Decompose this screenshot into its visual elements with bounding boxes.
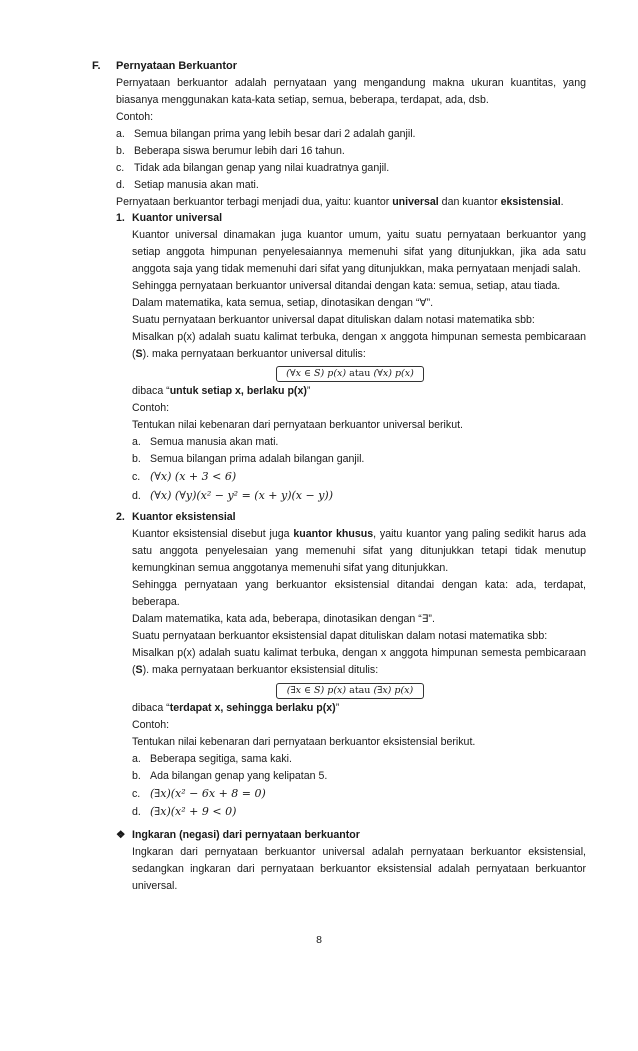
list-item: b. Semua bilangan prima adalah bilangan ganjil. [132, 452, 365, 465]
list-item: d. Setiap manusia akan mati. [116, 178, 259, 191]
list-item: d. (∀x) (∀y)(x² − y² = (x + y)(x − y)) [132, 488, 334, 502]
list-item: d. (∃x)(x² + 9 < 0) [132, 804, 237, 818]
universal-dibaca: dibaca “untuk setiap x, berlaku p(x)” [132, 385, 311, 397]
eksistensial-dibaca: dibaca “terdapat x, sehingga berlaku p(x)” [132, 702, 340, 714]
universal-paragraph-5: Misalkan p(x) adalah suatu kalimat terbuka, dengan x anggota himpunan semesta pembicaraan (S). maka pernyataan berkuantor universal ditulis: [132, 331, 586, 360]
eksistensial-contoh-label: Contoh: [132, 719, 170, 731]
universal-heading: 1. Kuantor universal [116, 212, 223, 224]
eksistensial-list [132, 751, 586, 821]
universal-paragraph-2: Sehingga pernyataan berkuantor universal ditandai dengan kata: semua, setiap, atau tiada. [132, 280, 561, 292]
eksistensial-paragraph-3: Dalam matematika, kata ada, beberapa, dinotasikan dengan “∃”. [132, 613, 435, 625]
eksistensial-tentukan: Tentukan nilai kebenaran dari pernyataan berkuantor eksistensial berikut. [132, 736, 476, 748]
universal-paragraph-1: Kuantor universal dinamakan juga kuantor umum, yaitu suatu pernyataan berkuantor yang setiap anggota himpunan penyelesaiannya memenuhi sifat yang ditunjukkan, jika ada satu anggota saja yang tidak memenuhi dari sifat yang ditunjukkan, maka pernyataan menjadi salah. [132, 229, 586, 275]
intro-paragraph: Pernyataan berkuantor adalah pernyataan yang mengandung makna ukuran kuantitas, yang biasanya menggunakan kata-kata setiap, semua, beberapa, terdapat, ada, dsb. [116, 77, 586, 106]
section-title: Pernyataan Berkuantor [116, 60, 238, 72]
list-item: b. Ada bilangan genap yang kelipatan 5. [132, 769, 328, 782]
eksistensial-paragraph-1: Kuantor eksistensial disebut juga kuantor khusus, yaitu kuantor yang paling sedikit harus ada satu anggota penyelesaian yang memenuhi sifat yang ditunjukkan tetapi tidak menutup kemungkinan semua anggotanya memenuhi sifat yang ditunjukkan. [132, 528, 586, 574]
division-paragraph: Pernyataan berkuantor terbagi menjadi dua, yaitu: kuantor universal dan kuantor eksistensial. [116, 196, 564, 208]
contoh-list [116, 126, 586, 194]
list-item: b. Beberapa siswa berumur lebih dari 16 tahun. [116, 144, 345, 157]
eksistensial-paragraph-5: Misalkan p(x) adalah suatu kalimat terbuka, dengan x anggota himpunan semesta pembicaraan (S). maka pernyataan berkuantor eksistensial ditulis: [132, 647, 586, 676]
universal-paragraph-3: Dalam matematika, kata semua, setiap, dinotasikan dengan “∀”. [132, 297, 434, 309]
eksistensial-paragraph-4: Suatu pernyataan berkuantor eksistensial dapat dituliskan dalam notasi matematika sbb: [132, 630, 548, 642]
list-item: a. Beberapa segitiga, sama kaki. [132, 753, 292, 765]
universal-tentukan: Tentukan nilai kebenaran dari pernyataan berkuantor universal berikut. [132, 419, 463, 431]
universal-notation-box: (∀x ∈ S) p(x) atau (∀x) p(x) [276, 366, 424, 382]
list-item: a. Semua bilangan prima yang lebih besar dari 2 adalah ganjil. [116, 128, 416, 140]
list-item: c. (∃x)(x² − 6x + 8 = 0) [132, 786, 266, 800]
contoh-label: Contoh: [116, 111, 154, 123]
list-item: c. Tidak ada bilangan genap yang nilai kuadratnya ganjil. [116, 161, 390, 174]
list-item: c. (∀x) (x + 3 < 6) [132, 469, 237, 483]
ingkaran-paragraph: Ingkaran dari pernyataan berkuantor universal adalah pernyataan berkuantor eksistensial, sedangkan ingkaran dari pernyataan berkuantor eksistensial adalah pernyataan berkuantor universal. [132, 846, 586, 892]
section-label: F. [92, 60, 101, 72]
universal-list [132, 434, 586, 505]
eksistensial-notation-box: (∃x ∈ S) p(x) atau (∃x) p(x) [276, 683, 424, 699]
ingkaran-heading: ❖ Ingkaran (negasi) dari pernyataan berkuantor [116, 827, 360, 844]
universal-contoh-label: Contoh: [132, 402, 170, 414]
eksistensial-heading: 2. Kuantor eksistensial [116, 511, 236, 523]
page-number: 8 [316, 934, 322, 946]
eksistensial-paragraph-2: Sehingga pernyataan yang berkuantor eksistensial ditandai dengan kata: ada, terdapat, beberapa. [132, 579, 586, 608]
universal-paragraph-4: Suatu pernyataan berkuantor universal dapat dituliskan dalam notasi matematika sbb: [132, 314, 535, 326]
list-item: a. Semua manusia akan mati. [132, 436, 279, 448]
diamond-bullet-icon: ❖ [116, 829, 126, 841]
section-heading [92, 58, 237, 75]
